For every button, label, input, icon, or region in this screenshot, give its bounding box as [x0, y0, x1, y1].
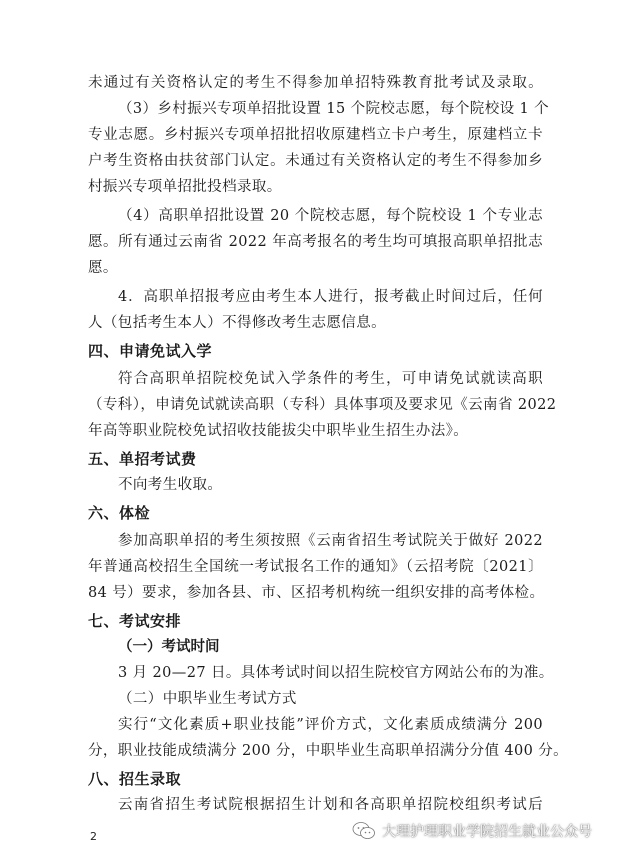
text-line: 未通过有关资格认定的考生不得参加单招特殊教育批考试及录取。 — [88, 75, 543, 91]
subsection-heading-exam-time: （一）考试时间 — [118, 639, 220, 655]
text-line: 3 月 20—27 日。具体考试时间以招生院校官方网站公布的为准。 — [118, 665, 554, 681]
text-line: 84 号）要求，参加各县、市、区招考机构统一组织安排的高考体检。 — [88, 585, 545, 601]
text-line: 愿。所有通过云南省 2022 年高考报名的考生均可填报高职单招批志 — [88, 234, 543, 250]
section-heading-7: 七、考试安排 — [88, 612, 182, 630]
text-line: （专科），申请免试就读高职（专科）具体事项及要求见《云南省 2022 — [88, 397, 557, 413]
text-line: 参加高职单招的考生须按照《云南省招生考试院关于做好 2022 — [118, 533, 543, 549]
text-line: 年普通高校招生全国统一考试报名工作的通知》（云招考院〔2021〕 — [88, 559, 543, 575]
text-line: 不向考生收取。 — [118, 477, 223, 493]
text-line: 愿。 — [88, 260, 118, 276]
text-line: （3）乡村振兴专项单招批设置 15 个院校志愿，每个院校设 1 个 — [118, 101, 550, 117]
text-line: 符合高职单招院校免试入学条件的考生，可申请免试就读高职 — [118, 371, 543, 387]
section-heading-6: 六、体检 — [88, 504, 151, 522]
text-line: （4）高职单招批设置 20 个院校志愿，每个院校设 1 个专业志 — [118, 208, 543, 224]
text-line: 年高等职业院校免试招收技能拔尖中职毕业生招生办法》。 — [88, 423, 469, 439]
text-line: 实行“文化素质+职业技能”评价方式，文化素质成绩满分 200 — [118, 717, 543, 733]
text-line: 户考生资格由扶贫部门认定。未通过有关资格认定的考生不得参加乡 — [88, 153, 543, 169]
subsection-heading-exam-method: （二）中职毕业生考试方式 — [118, 691, 297, 707]
text-line: 分，职业技能成绩满分 200 分，中职毕业生高职单招满分分值 400 分。 — [88, 743, 569, 759]
text-line: 村振兴专项单招批投档录取。 — [88, 179, 282, 195]
wechat-icon — [352, 821, 376, 841]
page-number: 2 — [90, 830, 97, 843]
text-line: 云南省招生考试院根据招生计划和各高职单招院校组织考试后 — [118, 797, 543, 813]
section-heading-5: 五、单招考试费 — [88, 450, 197, 468]
watermark-text: 大理护理职业学院招生就业公众号 — [382, 824, 592, 840]
section-heading-8: 八、招生录取 — [88, 770, 182, 788]
wechat-watermark — [352, 818, 592, 844]
text-line: 人（包括考生本人）不得修改考生志愿信息。 — [88, 315, 386, 331]
section-heading-4: 四、申请免试入学 — [88, 342, 213, 360]
text-line: 4．高职单招报考应由考生本人进行，报考截止时间过后，任何 — [118, 289, 543, 305]
text-line: 专业志愿。乡村振兴专项单招批招收原建档立卡户考生，原建档立卡 — [88, 127, 543, 143]
